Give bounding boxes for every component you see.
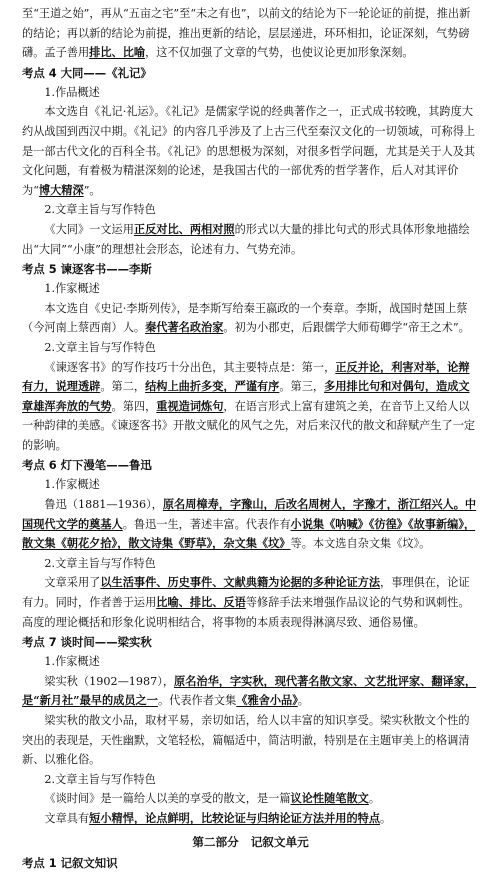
subheading — [22, 83, 479, 103]
subheading — [22, 338, 479, 358]
key-phrase: 正反对比、两相对照 — [133, 221, 235, 236]
paragraph — [22, 220, 479, 259]
text-run: ，在语言形式上富有建筑之美，在音节上又给人以一种韵律的美感。《谏逐客书》开散文赋化的风气之先，对后来汉代的散文和辞赋产生了一定的影响。 — [22, 399, 476, 452]
text-run: 1.作家概述 — [44, 655, 100, 669]
text-run: 本文选自《史记·李斯列传》，是李斯写给秦王嬴政的一个奏章。李斯，战国时楚国上蔡（今河南上蔡西南）人。 — [22, 301, 468, 335]
text-run: 。 — [297, 694, 309, 708]
section-heading — [22, 259, 479, 279]
part-title — [22, 831, 479, 853]
key-phrase: 以生活事件、历史事件、文献典籍为论据的多种论证方法 — [100, 575, 381, 590]
text-run: 。代表作者文集 — [157, 694, 237, 708]
text-run: 2.文章主旨与写作特色 — [44, 340, 156, 354]
text-run: ”。 — [83, 183, 101, 197]
text-run: 。 — [368, 792, 381, 806]
subheading — [22, 770, 479, 790]
text-run: 文章具有 — [44, 811, 90, 825]
text-run: 《谈时间》是一篇给人以美的享受的散文，是一篇 — [44, 792, 291, 806]
paragraph — [22, 358, 479, 456]
text-run: 考点 4 大同——《礼记》 — [22, 65, 152, 80]
text-run: 考点 1 记叙文知识 — [22, 855, 118, 870]
key-phrase: 比喻、排比、反语 — [156, 595, 246, 610]
key-phrase: 博大精深 — [38, 182, 84, 197]
text-run: 考点 7 谈时间——梁实秋 — [22, 635, 152, 650]
text-run: 本文选自《礼记·礼运》。《礼记》是儒家学说的经典著作之一，正式成书较晚，其跨度大约从战国到西汉中期。《礼记》的内容几乎涉及了上古三代至秦汉文化的一切领域，可称得上是一部古代文化的百科全书。《礼记》的思想极为深刻，对很多哲学问题，尤其是关于人及其文化问题，有着极为精湛深刻的论述，是我国古代的一部优秀的哲学著作，后人对其评价为“ — [22, 105, 476, 197]
text-run: 2.文章主旨与写作特色 — [44, 772, 156, 786]
paragraph — [22, 102, 479, 200]
text-run: 《谏逐客书》的写作技巧十分出色，其主要特点是：第一， — [44, 360, 336, 374]
paragraph — [22, 299, 479, 338]
key-phrase: 结构上曲折多变，严谨有序 — [145, 379, 280, 394]
section-heading — [22, 632, 479, 652]
text-run: 等。本文选自杂文集《坟》。 — [290, 537, 431, 551]
key-phrase: 秦代著名政治家 — [145, 320, 224, 335]
text-run: 1.作品概述 — [44, 85, 100, 99]
subheading — [22, 652, 479, 672]
section-heading — [22, 455, 479, 475]
text-run: 考点 5 谏逐客书——李斯 — [22, 262, 152, 277]
text-run: ，事理俱在，论证有力。同时，作者善于运用 — [22, 576, 470, 610]
text-run: 等修辞手法来增强作品议论的气势和讽刺性。高度的理论概括和形象化说明相结合，将事物的本质表现得淋漓尽致、通俗易懂。 — [22, 596, 470, 629]
section-heading — [22, 853, 479, 873]
key-phrase: 正反并论，利害对举，论辩有力，说理透辟 — [22, 359, 470, 394]
key-phrase: 短小精悍，论点鲜明，比较论证与归纳论证方法并用的特点 — [89, 810, 381, 825]
subheading — [22, 554, 479, 574]
text-run: 第二部分 — [192, 834, 239, 849]
paragraph — [22, 672, 479, 711]
subheading — [22, 200, 479, 220]
text-run: 梁实秋的散文小品，取材平易，亲切如话，给人以丰富的知识享受。梁实秋散文个性的突出的表现是，天性幽默，文笔轻松，篇幅适中，简洁明澈，特别是在主题审美上的格调清新、以雅化俗。 — [22, 714, 470, 767]
text-run: 。第二， — [100, 380, 146, 394]
text-run: 1.作家概述 — [44, 478, 100, 492]
key-phrase: 议论性随笔散文 — [290, 791, 369, 806]
text-run: 记叙文单元 — [250, 834, 309, 849]
key-phrase: 原名周樟寿，字豫山，后改名周树人，字豫才，浙江绍兴人。中国现代文学的奠基人 — [22, 497, 477, 531]
paragraph — [22, 573, 479, 632]
text-run: 2.文章主旨与写作特色 — [44, 556, 156, 570]
text-run: 至“王道之始”，再从“五亩之宅”至“未之有也”，以前文的结论为下一轮论证的前提，推出新的结论；再以新的结论为前提，推出更新的结论，层层递进，环环相扣，论证深刻，气势磅礴。孟子善用 — [22, 7, 471, 60]
subheading — [22, 475, 479, 495]
text-run: 。 — [380, 811, 392, 825]
section-heading — [22, 63, 479, 83]
text-run: 《大同》一文运用 — [44, 222, 134, 236]
text-run: 的形式以大量的排比句式的形式具体形象地描绘出“大同”“小康”的理想社会形态，论述有力、气势充沛。 — [22, 222, 470, 256]
text-run: ，这不仅加强了文章的气势，也使议论更加形象深刻。 — [145, 46, 414, 60]
key-phrase: 小说集《呐喊》《彷徨》《故事新编》，散文集《朝花夕拾》，散文诗集《野草》，杂文集《坟》 — [22, 516, 476, 551]
key-phrase: 排比、比喻 — [89, 45, 146, 60]
key-phrase: 《雅舍小品》 — [236, 693, 298, 708]
text-run: 2.文章主旨与写作特色 — [44, 203, 156, 217]
text-run: 。鲁迅一生，著述丰富。代表作有 — [122, 517, 291, 531]
text-run: 梁实秋（1902—1987）， — [44, 674, 175, 688]
paragraph — [22, 495, 479, 554]
paragraph — [22, 711, 479, 770]
key-phrase: 重视造词炼句 — [156, 398, 224, 413]
paragraph — [22, 809, 479, 829]
text-run: 考点 6 灯下漫笔——鲁迅 — [22, 458, 152, 473]
paragraph — [22, 4, 479, 63]
key-phrase: 原名治华，字实秋，现代著名散文家、文艺批评家、翻译家，是“新月社”最早的成员之一 — [22, 673, 477, 708]
text-run: 。第三， — [279, 380, 325, 394]
key-phrase: 多用排比句和对偶句，造成文章雄浑奔放的气势 — [22, 379, 470, 413]
text-run: 1.作家概述 — [44, 282, 100, 296]
paragraph — [22, 789, 479, 809]
text-run: 鲁迅（1881—1936）， — [44, 498, 163, 512]
text-run: 文章采用了 — [44, 576, 101, 590]
text-run: 。初为小郡吏，后跟儒学大师荀卿学“帝王之术”。 — [223, 321, 470, 335]
subheading — [22, 279, 479, 299]
text-run: 。第四， — [111, 399, 157, 413]
